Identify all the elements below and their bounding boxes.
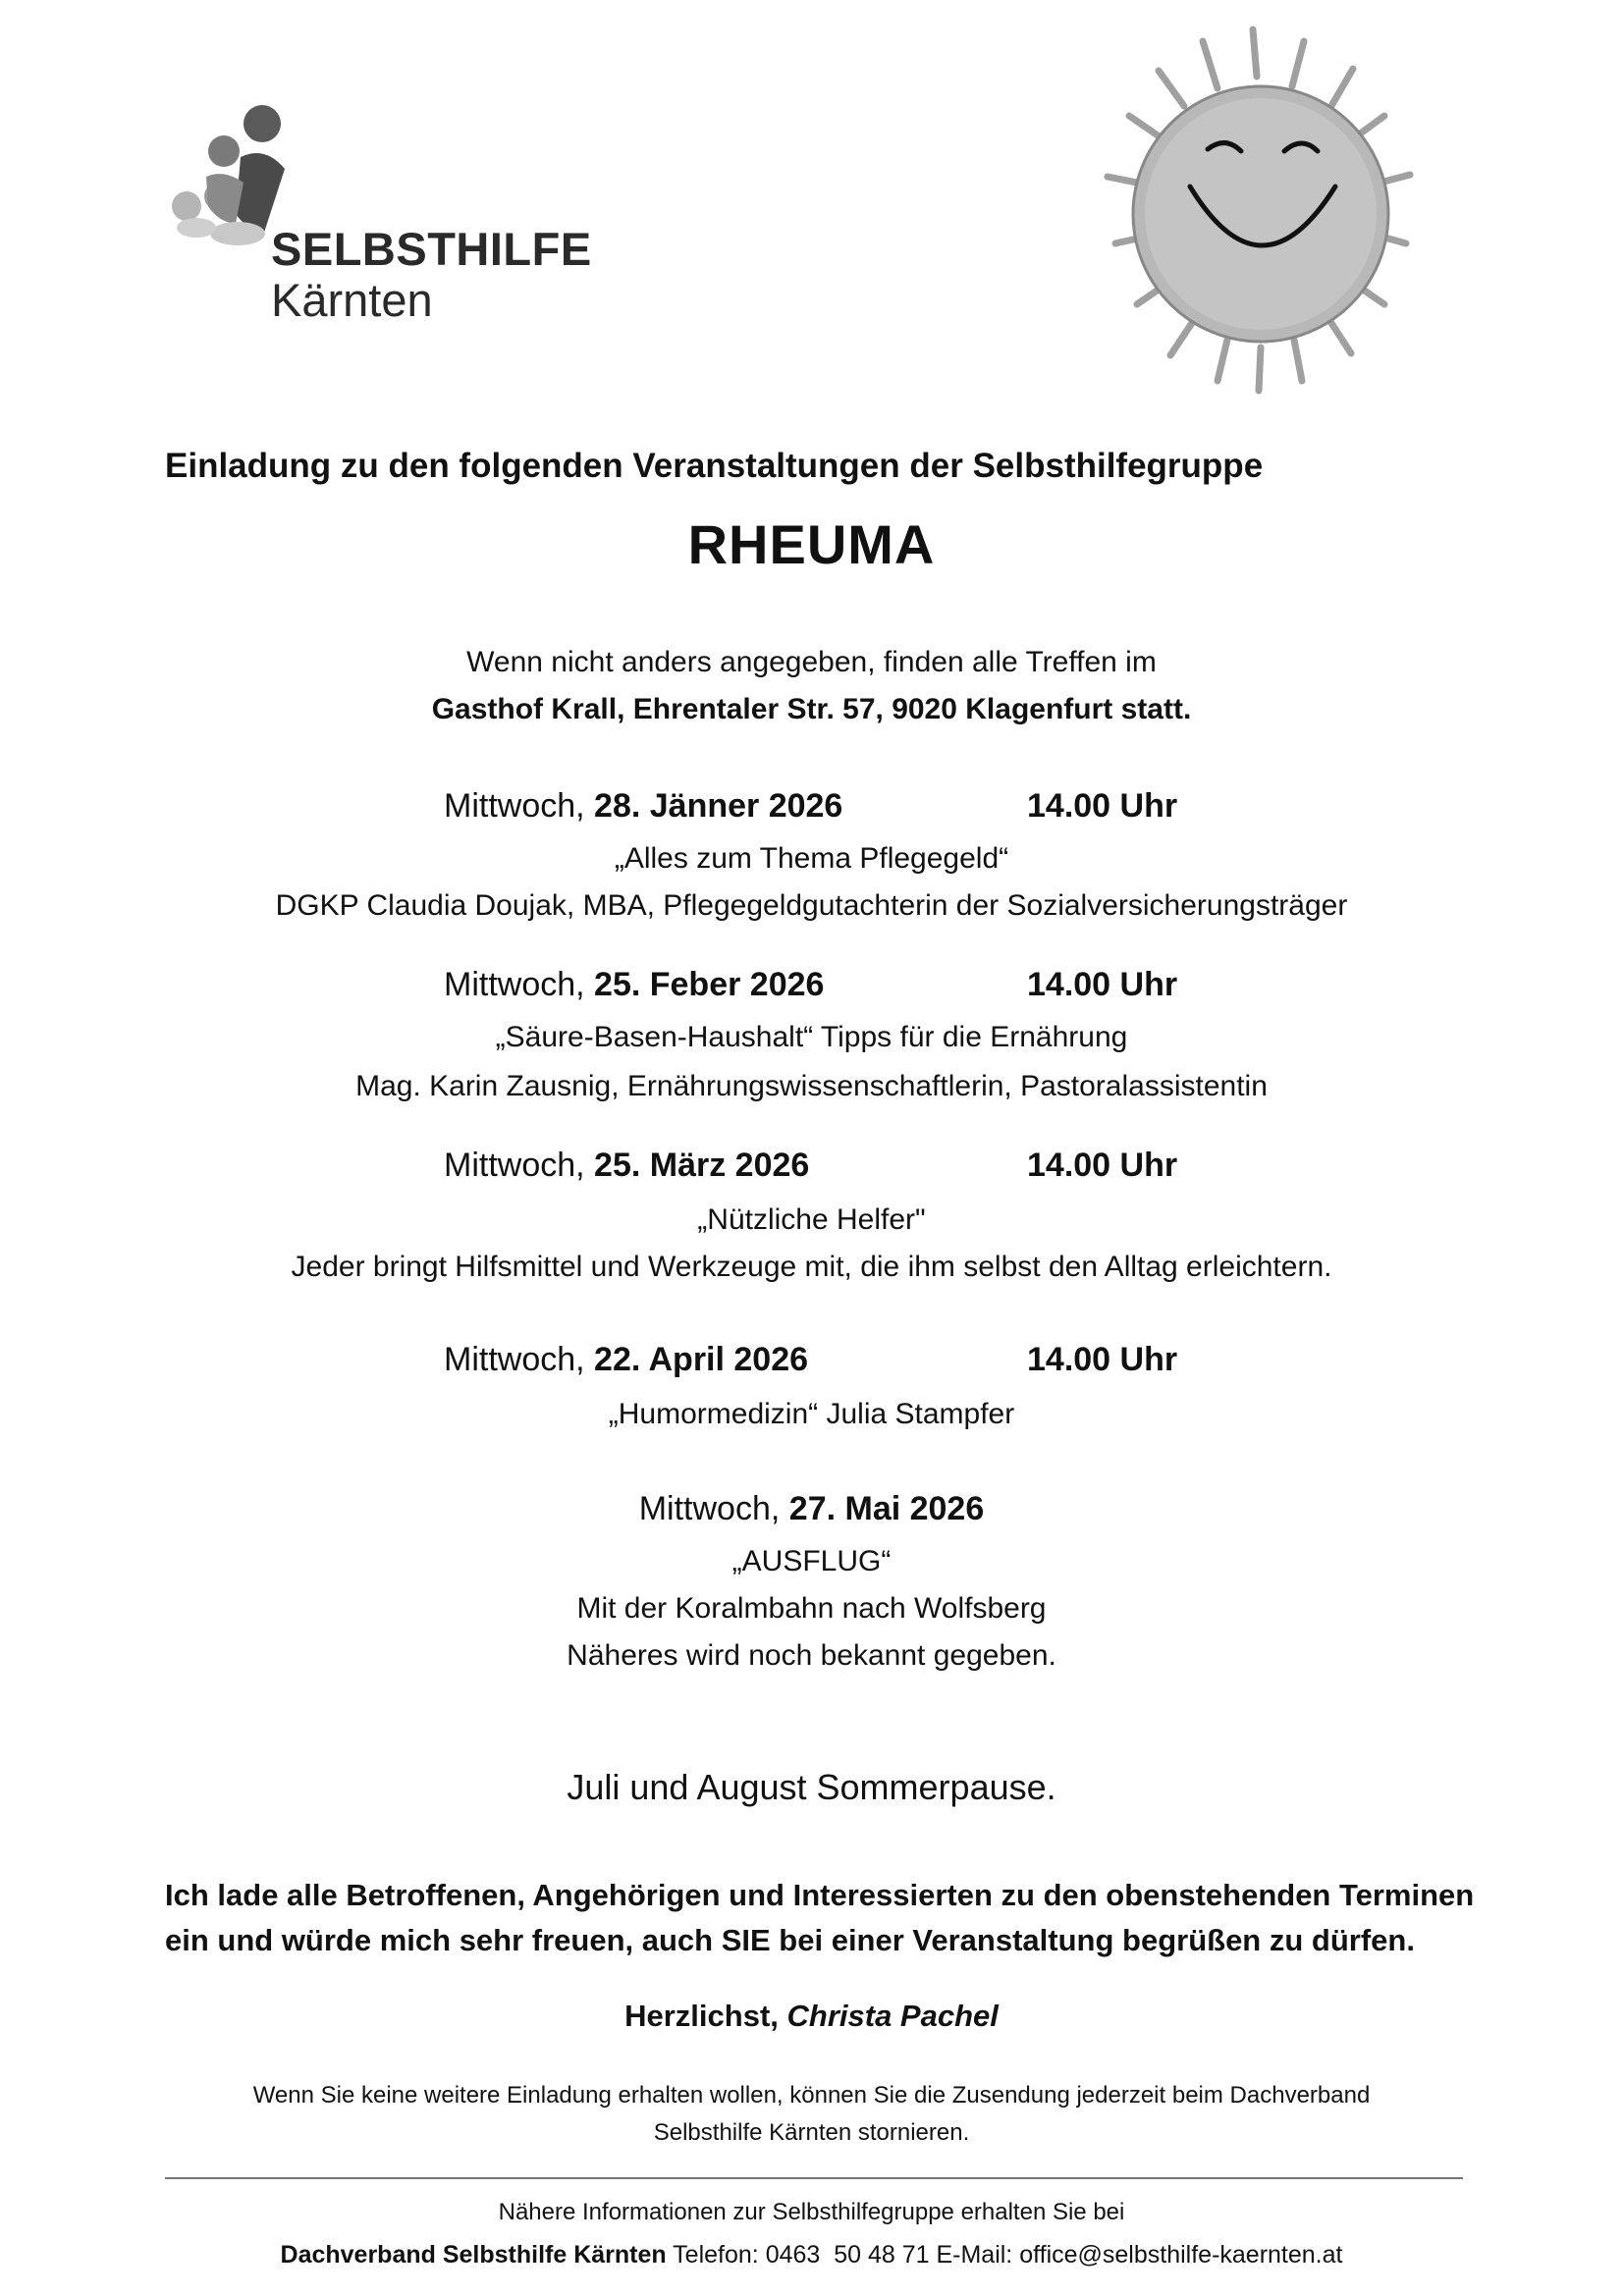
selbsthilfe-logo bbox=[167, 98, 599, 334]
footer-phone-label: Telefon: bbox=[673, 2241, 759, 2269]
event-date bbox=[444, 1147, 1178, 1185]
summer-break: Juli und August Sommerpause. bbox=[567, 1767, 1056, 1807]
event-topic: „Nützliche Helfer" bbox=[697, 1203, 926, 1236]
event-description: Mit der Koralmbahn nach Wolfsberg bbox=[576, 1592, 1047, 1625]
footer-phone[interactable]: 0463 50 48 71 bbox=[765, 2241, 930, 2269]
signature-name: Christa Pachel bbox=[786, 1999, 999, 2033]
closing-line: ein und würde mich sehr freuen, auch SIE bei einer Veranstaltung begrüßen zu dürfen. bbox=[165, 1923, 1415, 1957]
footer-contact bbox=[0, 2241, 1623, 2269]
group-title: RHEUMA bbox=[687, 513, 936, 575]
logo-title: SELBSTHILFE bbox=[271, 223, 592, 275]
event-day: 28. Jänner 2026 bbox=[594, 787, 843, 825]
event-topic: „AUSFLUG“ bbox=[731, 1545, 892, 1577]
event-day: 25. Feber 2026 bbox=[594, 966, 825, 1003]
intro-text: Wenn nicht anders angegeben, finden alle Treffen im bbox=[466, 646, 1157, 678]
event-weekday: Mittwoch, bbox=[444, 1341, 585, 1378]
event-day: 22. April 2026 bbox=[594, 1341, 809, 1378]
event-weekday: Mittwoch, bbox=[638, 1490, 781, 1527]
event-date bbox=[444, 966, 1178, 1004]
event-description: Jeder bringt Hilfsmittel und Werkzeuge mit, die ihm selbst den Alltag erleichtern. bbox=[291, 1251, 1332, 1283]
event-topic: „Humormedizin“ Julia Stampfer bbox=[608, 1398, 1015, 1430]
logo-subtitle: Kärnten bbox=[271, 274, 433, 326]
event-day: 25. März 2026 bbox=[594, 1147, 810, 1184]
footer-email-link[interactable]: office@selbsthilfe-kaernten.at bbox=[1019, 2241, 1343, 2269]
footer-divider bbox=[165, 2177, 1463, 2179]
closing-text bbox=[165, 1873, 1500, 1963]
unsubscribe-line: Selbsthilfe Kärnten stornieren. bbox=[653, 2119, 970, 2146]
event-date bbox=[444, 1341, 1178, 1379]
event-speaker: DGKP Claudia Doujak, MBA, Pflegegeldgutachterin der Sozialversicherungsträger bbox=[275, 889, 1348, 922]
smiling-sun-icon bbox=[1060, 20, 1473, 412]
signature bbox=[0, 1999, 1623, 2034]
unsubscribe-note bbox=[0, 2077, 1623, 2152]
event-topic: „Säure-Basen-Haushalt“ Tipps für die Ernährung bbox=[495, 1021, 1128, 1053]
event-weekday: Mittwoch, bbox=[444, 1147, 585, 1184]
event-time: 14.00 Uhr bbox=[1027, 787, 1178, 825]
event-speaker: Mag. Karin Zausnig, Ernährungswissenschaftlerin, Pastoralassistentin bbox=[355, 1070, 1268, 1102]
event-topic: „Alles zum Thema Pflegegeld“ bbox=[614, 842, 1009, 875]
closing-line: Ich lade alle Betroffenen, Angehörigen und Interessierten zu den obenstehenden Terminen bbox=[165, 1878, 1475, 1912]
event-time: 14.00 Uhr bbox=[1027, 1147, 1178, 1184]
footer-org: Dachverband Selbsthilfe Kärnten bbox=[280, 2241, 667, 2269]
event-note: Näheres wird noch bekannt gegeben. bbox=[567, 1639, 1056, 1672]
footer-email-label: E-Mail: bbox=[936, 2241, 1013, 2269]
signature-greeting: Herzlichst, bbox=[624, 1999, 779, 2033]
unsubscribe-line: Wenn Sie keine weitere Einladung erhalten wollen, können Sie die Zusendung jederzeit beim Dachverband bbox=[252, 2082, 1371, 2109]
event-weekday: Mittwoch, bbox=[444, 966, 585, 1003]
event-day: 27. Mai 2026 bbox=[788, 1490, 985, 1527]
venue-address: Gasthof Krall, Ehrentaler Str. 57, 9020 Klagenfurt statt. bbox=[431, 693, 1192, 725]
event-date bbox=[0, 1490, 1623, 1528]
event-time: 14.00 Uhr bbox=[1027, 1341, 1178, 1378]
event-time: 14.00 Uhr bbox=[1027, 966, 1178, 1003]
invitation-heading: Einladung zu den folgenden Veranstaltungen der Selbsthilfegruppe bbox=[165, 447, 1264, 485]
footer-info: Nähere Informationen zur Selbsthilfegruppe erhalten Sie bei bbox=[498, 2199, 1125, 2225]
event-date bbox=[444, 787, 1178, 826]
event-weekday: Mittwoch, bbox=[444, 787, 585, 825]
